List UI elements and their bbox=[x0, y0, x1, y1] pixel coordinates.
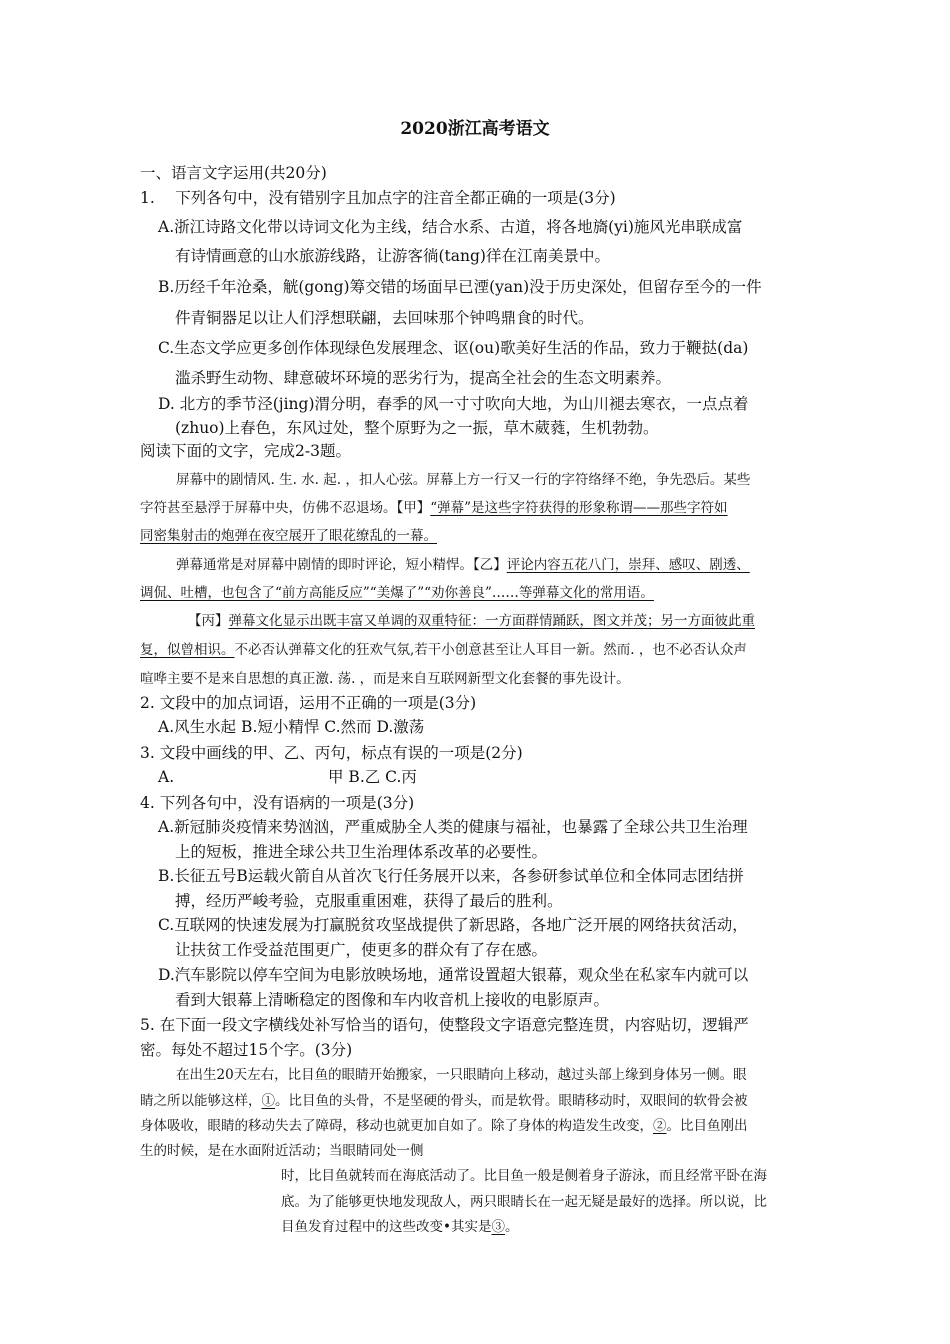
passage-text: 弹幕通常是对屏幕中剧情的即时评论，短小精悍。【乙】 bbox=[176, 557, 507, 573]
passage-p1-line2 bbox=[140, 502, 728, 516]
q3-stem: 3. 文段中画线的甲、乙、丙句，标点有误的一项是(2分) bbox=[140, 744, 523, 762]
underlined-sentence-yi-cont: 调侃、吐槽，也包含了“前方高能反应”“美爆了”“劝你善良”……等弹幕文化的常用语。 bbox=[140, 585, 654, 601]
q4-option-a-line2: 上的短板，推进全球公共卫生治理体系改革的必要性。 bbox=[175, 843, 548, 861]
section-heading: 一、语言文字运用(共20分) bbox=[140, 164, 327, 182]
passage-p3-line3: 喧哗主要不是来自思想的真正激. 荡. ，而是来自互联网新型文化套餐的事先设计。 bbox=[140, 671, 630, 687]
q4-option-b-line1: B.长征五号B运载火箭自从首次飞行任务展开以来，各参研参试单位和全体同志团结拼 bbox=[158, 867, 744, 885]
q4-option-c-line2: 让扶贫工作受益范围更广，使更多的群众有了存在感。 bbox=[175, 941, 548, 959]
passage-p3-line2 bbox=[140, 644, 747, 658]
q4-option-d-line1: D.汽车影院以停车空间为电影放映场地，通常设置超大银幕，观众坐在私家车内就可以 bbox=[158, 966, 749, 984]
passage-text: 目鱼发育过程中的这些改变•其实是 bbox=[281, 1219, 492, 1235]
underlined-sentence-yi: 评论内容五花八门，崇拜、感叹、剧透、 bbox=[506, 557, 750, 573]
q5-passage-line5: 时，比目鱼就转而在海底活动了。比目鱼一般是侧着身子游泳，而且经常平卧在海 bbox=[281, 1168, 767, 1184]
q2-stem: 2. 文段中的加点词语，运用不正确的一项是(3分) bbox=[140, 694, 477, 712]
q5-passage-line7 bbox=[281, 1221, 518, 1235]
q5-passage-line6: 底。为了能够更快地发现敌人，两只眼睛长在一起无疑是最好的选择。所以说，比 bbox=[281, 1194, 767, 1210]
q4-option-c-line1: C.互联网的快速发展为打赢脱贫攻坚战提供了新思路，各地广泛开展的网络扶贫活动， bbox=[158, 916, 748, 934]
passage-text: 【丙】 bbox=[188, 613, 229, 629]
q4-option-a-line1: A.新冠肺炎疫情来势汹汹，严重威胁全人类的健康与福祉，也暴露了全球公共卫生治理 bbox=[158, 818, 748, 836]
q1-option-c-line1: C.生态文学应更多创作体现绿色发展理念、讴(ou)歌美好生活的作品，致力于鞭挞(da) bbox=[158, 339, 749, 357]
passage-text: 。比目鱼的头骨，不是坚硬的骨头，而是软骨。眼睛移动时，双眼间的软骨会被 bbox=[275, 1093, 748, 1109]
passage-text: 。 bbox=[504, 1219, 519, 1235]
q5-passage-line4: 生的时候，是在水面附近活动；当眼睛同处一侧 bbox=[140, 1143, 424, 1159]
passage-text: 身体吸收，眼睛的移动失去了障碍，移动也就更加自如了。除了身体的构造发生改变， bbox=[140, 1118, 653, 1134]
q1-option-a-line1: A.浙江诗路文化带以诗词文化为主线，结合水系、古道，将各地旖(yi)施风光串联成富 bbox=[158, 218, 743, 236]
underlined-sentence-jia-cont: 同密集射击的炮弹在夜空展开了眼花缭乱的一幕。 bbox=[140, 528, 437, 544]
q4-option-d-line2: 看到大银幕上清晰稳定的图像和车内收音机上接收的电影原声。 bbox=[175, 991, 610, 1009]
q1-option-d-line1: D. 北方的季节泾(jing)渭分明，春季的风一寸寸吹向大地，为山川褪去寒衣，一点点着 bbox=[158, 395, 749, 413]
answer-blank-1[interactable]: ① bbox=[261, 1093, 275, 1109]
q1-option-a-line2: 有诗情画意的山水旅游线路，让游客徜(tang)徉在江南美景中。 bbox=[175, 247, 610, 265]
underlined-sentence-bing: 弹幕文化显示出既丰富又单调的双重特征：一方面群情踊跃，图文并茂；另一方面彼此重 bbox=[228, 613, 755, 629]
page-title: 2020浙江高考语文 bbox=[400, 119, 550, 139]
q3-option-a: A. bbox=[158, 768, 175, 786]
passage-p3-line1 bbox=[188, 615, 755, 629]
passage-text: 字符甚至悬浮于屏幕中央，仿佛不忍退场。【甲】 bbox=[140, 500, 431, 516]
q1-option-b-line1: B.历经千年沧桑，觥(gong)筹交错的场面早已湮(yan)没于历史深处，但留存至今的一件 bbox=[158, 278, 762, 296]
passage-text: 。比目鱼刚出 bbox=[666, 1118, 748, 1134]
q1-option-d-line2: (zhuo)上春色，东风过处，整个原野为之一振，草木葳蕤，生机勃勃。 bbox=[175, 419, 659, 437]
q5-passage-line3 bbox=[140, 1120, 748, 1134]
q2-options: A.风生水起 B.短小精悍 C.然而 D.激荡 bbox=[158, 718, 425, 736]
q5-passage-line1: 在出生20天左右，比目鱼的眼睛开始搬家，一只眼睛向上移动，越过头部上缘到身体另一侧。眼 bbox=[176, 1067, 747, 1083]
passage-p2-line1 bbox=[176, 559, 750, 573]
q4-stem: 4. 下列各句中，没有语病的一项是(3分) bbox=[140, 794, 415, 812]
answer-blank-2[interactable]: ② bbox=[653, 1118, 667, 1134]
q5-passage-line2 bbox=[140, 1095, 748, 1109]
q4-option-b-line2: 搏，经历严峻考验，克服重重困难，获得了最后的胜利。 bbox=[175, 892, 563, 910]
passage-p1-line1: 屏幕中的剧情风. 生. 水. 起. ，扣人心弦。屏幕上方一行又一行的字符络绎不绝，争先恐后。某些 bbox=[176, 472, 751, 488]
underlined-sentence-jia: “弹幕”是这些字符获得的形象称谓——那些字符如 bbox=[430, 500, 728, 516]
q5-stem-line2: 密。每处不超过15个字。(3分) bbox=[140, 1041, 353, 1059]
q1-option-c-line2: 滥杀野生动物、肆意破坏环境的恶劣行为，提高全社会的生态文明素养。 bbox=[175, 369, 672, 387]
q1-option-b-line2: 件青铜器足以让人们浮想联翩，去回味那个钟鸣鼎食的时代。 bbox=[175, 309, 594, 327]
q5-stem-line1: 5. 在下面一段文字横线处补写恰当的语句，使整段文字语意完整连贯，内容贴切，逻辑严 bbox=[140, 1016, 749, 1034]
q1-stem: 1. 下列各句中，没有错别字且加点字的注音全都正确的一项是(3分) bbox=[140, 189, 616, 207]
answer-blank-3[interactable]: ③ bbox=[491, 1219, 505, 1235]
q3-options: 甲 B.乙 C.丙 bbox=[328, 768, 417, 786]
passage-text: 不必否认弹幕文化的狂欢气氛,若干小创意甚至让人耳目一新。然而. ，也不必否认众声 bbox=[234, 642, 747, 658]
underlined-sentence-bing-cont: 复，似曾相识。 bbox=[140, 642, 235, 658]
passage-text: 睛之所以能够这样， bbox=[140, 1093, 262, 1109]
reading-intro: 阅读下面的文字，完成2-3题。 bbox=[140, 442, 351, 460]
